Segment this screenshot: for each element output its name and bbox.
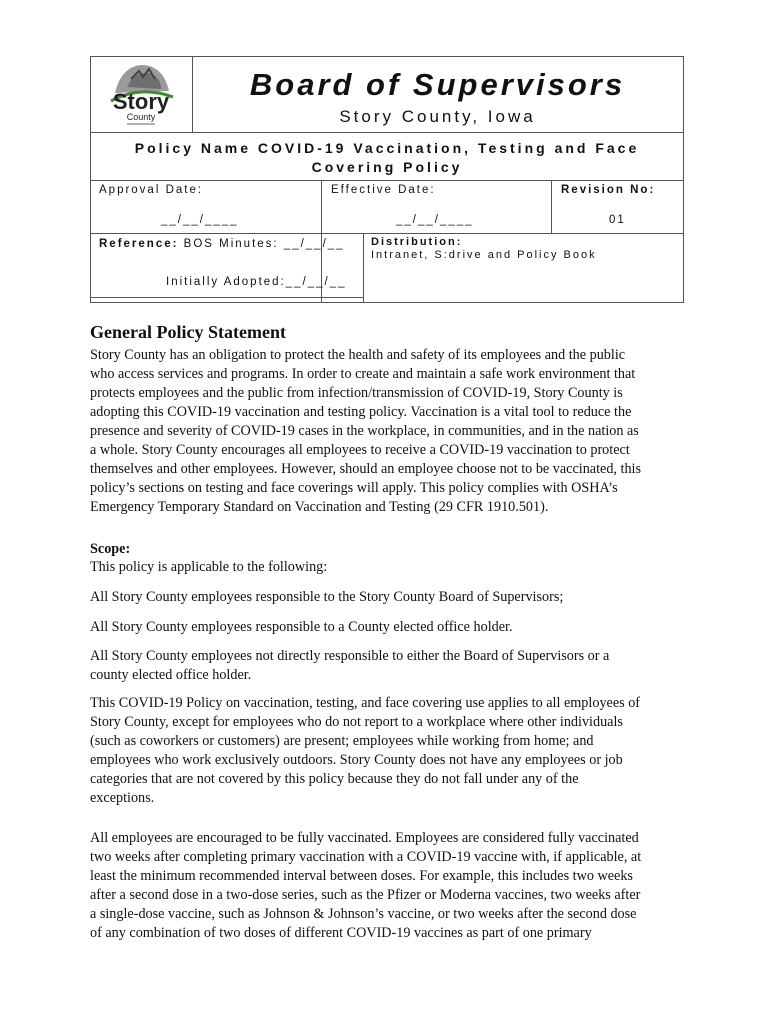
scope-item-3 <box>90 647 690 685</box>
page-subtitle: Story County, Iowa <box>339 107 536 126</box>
encouraged-line: two weeks after completing primary vaccination with a COVID-19 vaccine with, if applicable, at <box>90 849 642 865</box>
revision-value: 01 <box>609 214 626 226</box>
statement-line: adopting this COVID-19 vaccination and testing policy. Vaccination is a vital tool to reduce the <box>90 404 632 420</box>
statement-line: who access services and programs. In order to create and maintain a safe work environment that <box>90 366 636 382</box>
statement-line: Story County has an obligation to protect the health and safety of its employees and the public <box>90 347 626 363</box>
title-cell <box>192 57 683 132</box>
reference-value: BOS Minutes: __/__/__ <box>183 238 345 250</box>
encouraged-line: after a second dose in a two-dose series, such as the Pfizer or Moderna vaccines, two weeks after <box>90 887 641 903</box>
row-divider <box>91 180 683 181</box>
policy-name: Policy Name COVID-19 Vaccination, Testing and Face Covering Policy <box>134 140 640 175</box>
svg-text:County: County <box>126 112 156 122</box>
column-divider <box>551 180 552 233</box>
encouraged-line: All employees are encouraged to be fully vaccinated. Employees are considered fully vaccinated <box>90 830 639 846</box>
applies-line: categories that are not covered by this policy because they do not fall under any of the <box>90 771 579 787</box>
encouraged-line: a single-dose vaccine, such as Johnson & Johnson’s vaccine, or two weeks after the second dose <box>90 906 637 922</box>
statement-line: presence and severity of COVID-19 cases in the workplace, in communities, and in the nation as <box>90 423 639 439</box>
applies-line: Story County, except for employees who do not report to a workplace where other individuals <box>90 714 623 730</box>
scope-intro: This policy is applicable to the following: <box>90 559 328 575</box>
section-title-general: General Policy Statement <box>90 322 286 342</box>
encouraged-line: of any combination of two doses of different COVID-19 vaccines as part of one primary <box>90 925 592 941</box>
policy-header-table <box>90 56 684 303</box>
distribution-label: Distribution: <box>371 236 463 248</box>
scope-item-1: All Story County employees responsible to the Story County Board of Supervisors; <box>90 589 564 605</box>
revision-label: Revision No: <box>561 184 656 196</box>
statement-line: themselves and other employees. However, should an employee choose not to be vaccinated, this <box>90 461 642 477</box>
story-county-logo <box>91 57 193 132</box>
initially-adopted: Initially Adopted:__/__/__ <box>166 276 347 288</box>
statement-line: Emergency Temporary Standard on Vaccination and Testing (29 CFR 1910.501). <box>90 499 549 515</box>
logo-icon <box>91 57 192 132</box>
scope-item-2: All Story County employees responsible to a County elected office holder. <box>90 619 513 635</box>
svg-text:Story: Story <box>112 89 170 114</box>
row-divider <box>91 132 683 133</box>
scope-title: Scope: <box>90 541 131 557</box>
applies-paragraph <box>90 694 690 808</box>
applies-line: (such as coworkers or customers) are present; employees while working from home; and <box>90 733 594 749</box>
column-divider <box>363 233 364 303</box>
page-title: Board of Supervisors <box>249 67 626 102</box>
encouraged-paragraph <box>90 829 690 943</box>
reference-label: Reference: <box>99 238 179 250</box>
scope-line: county elected office holder. <box>90 667 252 683</box>
applies-line: employees who work exclusively outdoors. Story County does not have any employees or job <box>90 752 623 768</box>
encouraged-line: least the minimum recommended interval between doses. For example, this includes two weeks <box>90 868 633 884</box>
statement-line: protects employees and the public from infection/transmission of COVID-19, Story County is <box>90 385 623 401</box>
applies-line: exceptions. <box>90 790 155 806</box>
effective-date-value: __/__/____ <box>396 214 474 226</box>
effective-date-label: Effective Date: <box>331 184 436 196</box>
distribution-value: Intranet, S:drive and Policy Book <box>371 249 597 261</box>
applies-line: This COVID-19 Policy on vaccination, testing, and face covering use applies to all employees of <box>90 695 641 711</box>
reference-row <box>99 238 345 250</box>
row-divider <box>91 233 683 234</box>
general-statement <box>90 346 690 517</box>
approval-date-label: Approval Date: <box>99 184 204 196</box>
row-divider <box>91 297 363 298</box>
statement-line: policy’s sections on testing and face coverings will apply. This policy complies with OSHA’s <box>90 480 618 496</box>
statement-line: a whole. Story County encourages all employees to receive a COVID-19 vaccination to protect <box>90 442 630 458</box>
scope-line: All Story County employees not directly responsible to either the Board of Supervisors or a <box>90 648 610 664</box>
approval-date-value: __/__/____ <box>161 214 239 226</box>
